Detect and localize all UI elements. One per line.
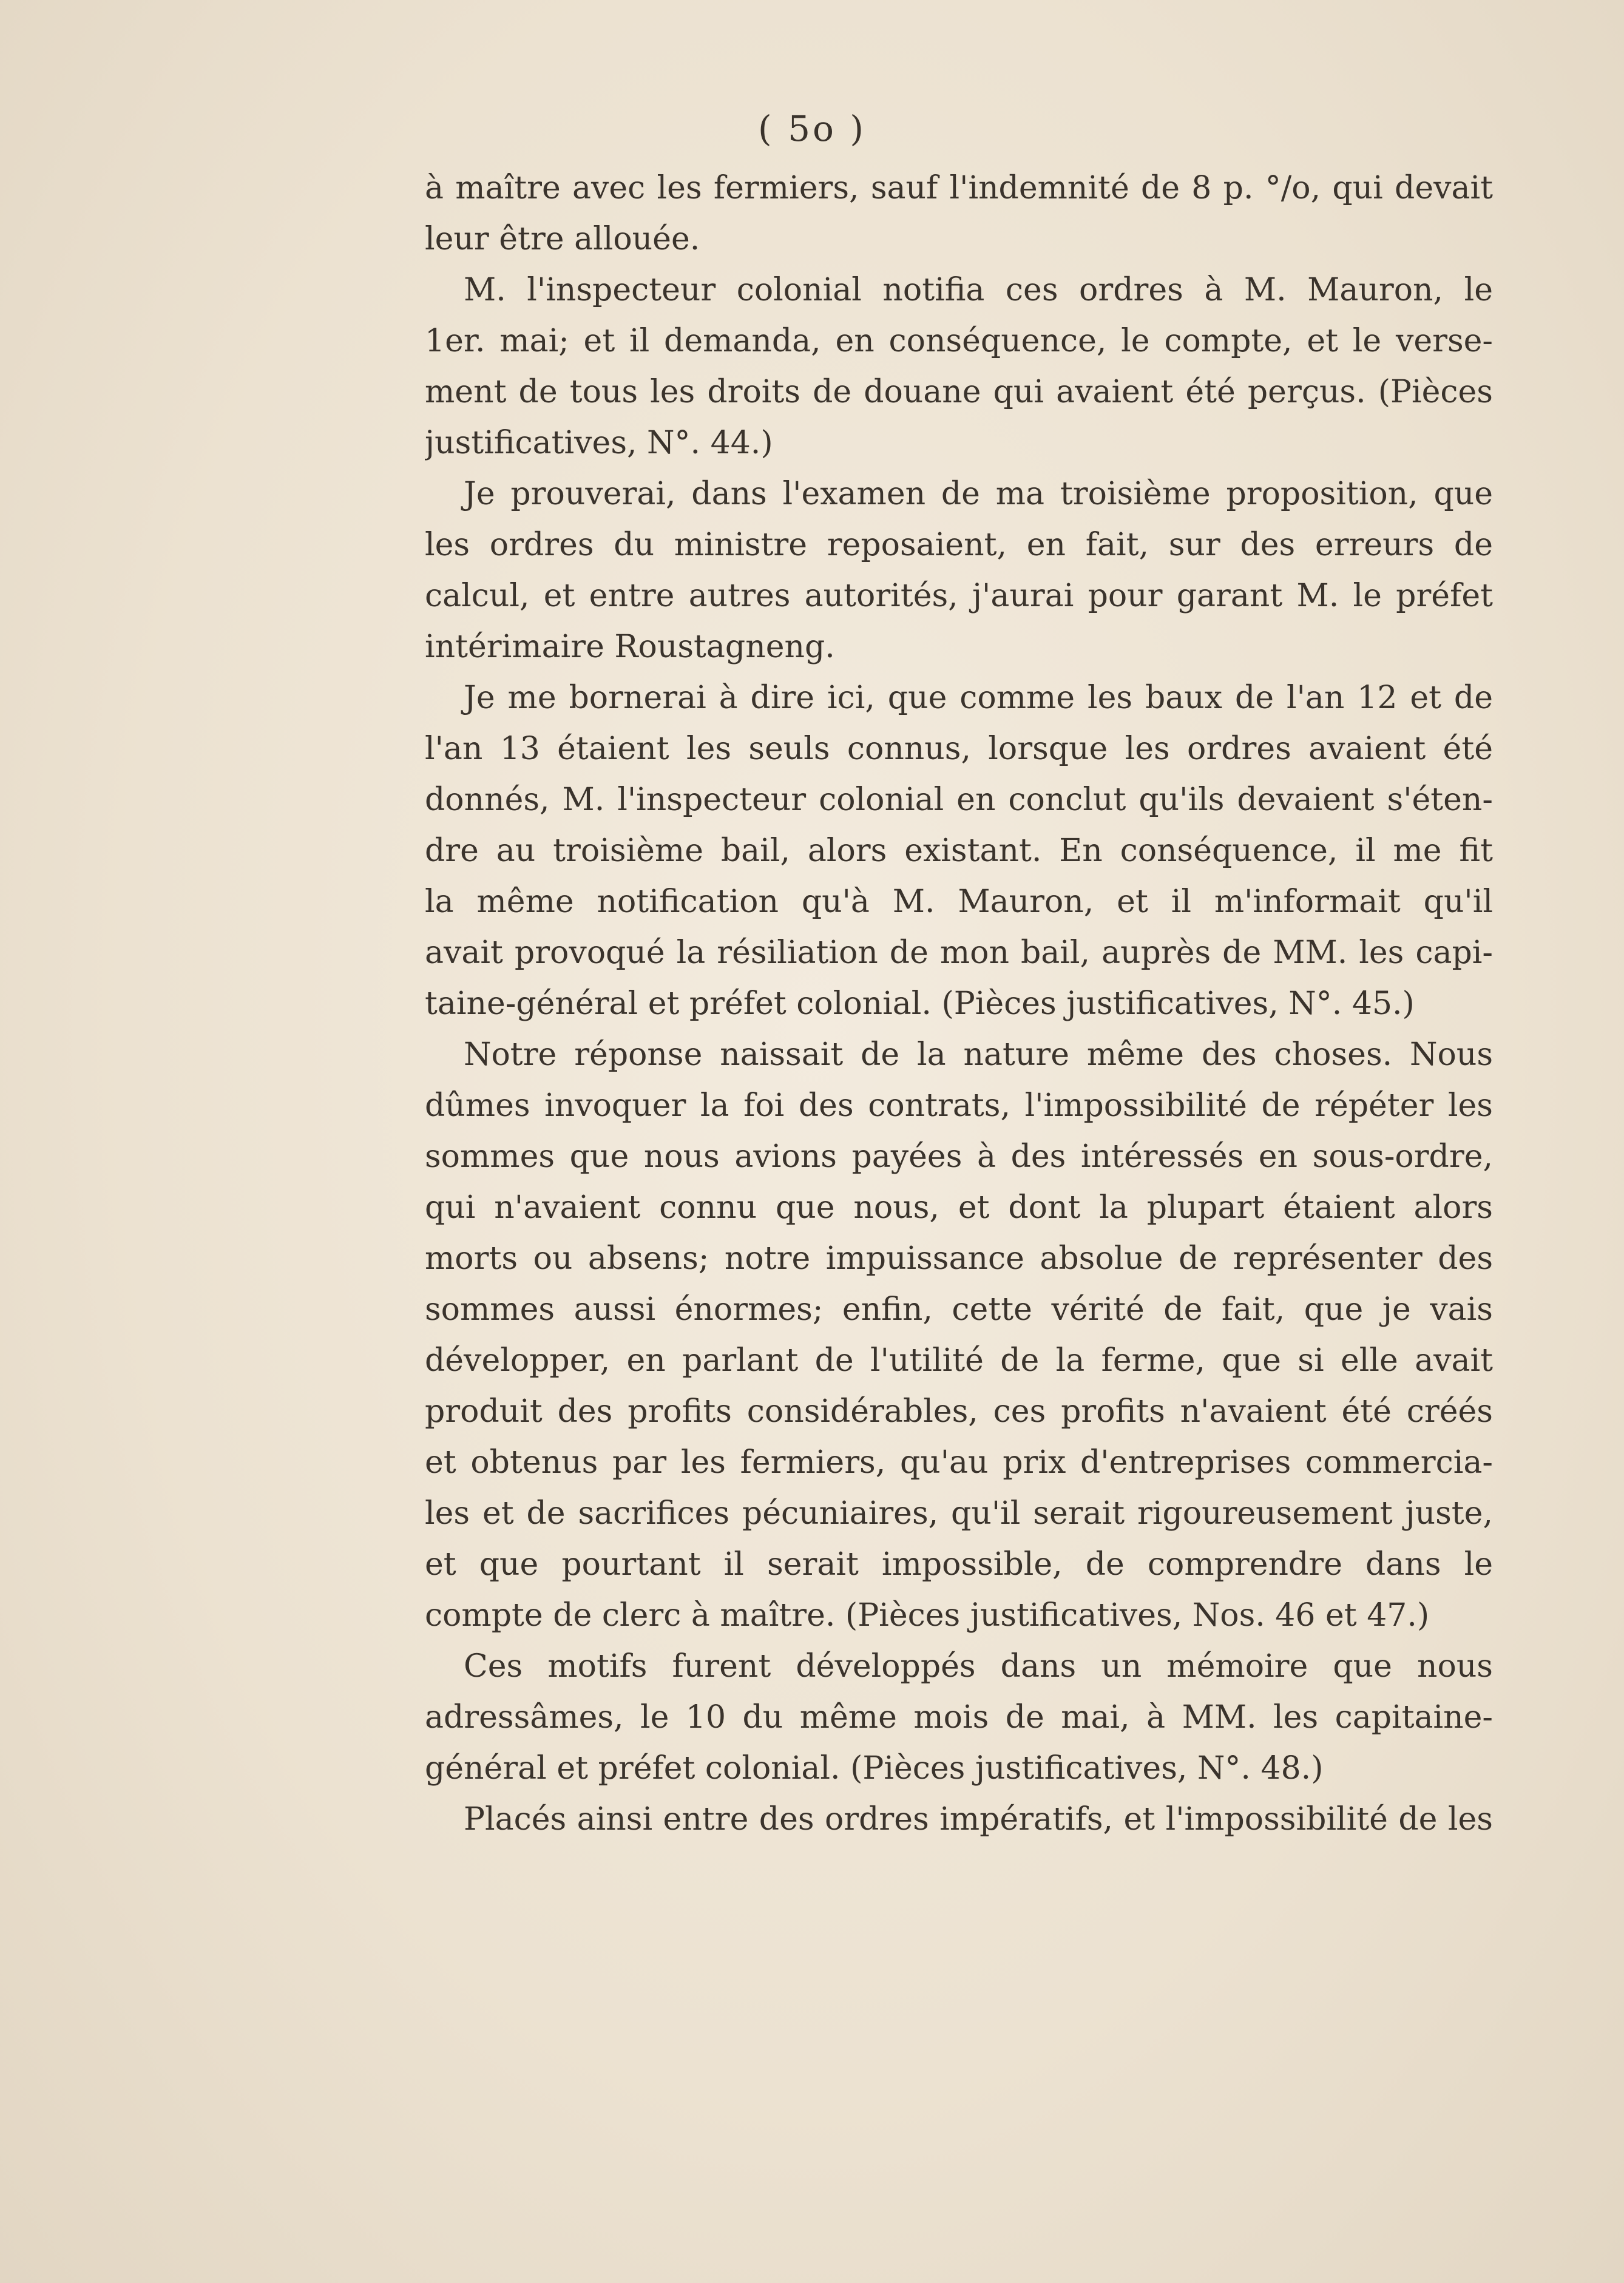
- text-line: leur être allouée.: [425, 221, 700, 257]
- text-line: Placés ainsi entre des ordres impératifs, et l'impossibilité de les: [464, 1801, 1493, 1838]
- text-line: avait provoqué la résiliation de mon bail, auprès de MM. les capi-: [425, 935, 1493, 971]
- text-line: morts ou absens; notre impuissance absolue de représenter des: [425, 1240, 1493, 1277]
- text-line: compte de clerc à maître. (Pièces justificatives, Nos. 46 et 47.): [425, 1597, 1430, 1634]
- page-number: ( 5o ): [758, 108, 866, 149]
- text-line: adressâmes, le 10 du même mois de mai, à MM. les capitaine-: [425, 1699, 1493, 1736]
- text-line: qui n'avaient connu que nous, et dont la plupart étaient alors: [425, 1189, 1493, 1226]
- text-line: et que pourtant il serait impossible, de comprendre dans le: [425, 1546, 1493, 1583]
- text-line: Je prouverai, dans l'examen de ma troisième proposition, que: [464, 476, 1493, 512]
- text-line: sommes aussi énormes; enfin, cette vérité de fait, que je vais: [425, 1291, 1493, 1328]
- text-line: les et de sacrifices pécuniaires, qu'il serait rigoureusement juste,: [425, 1495, 1493, 1532]
- text-line: taine-général et préfet colonial. (Pièces justificatives, N°. 45.): [425, 986, 1415, 1022]
- text-line: et obtenus par les fermiers, qu'au prix d'entreprises commercia-: [425, 1444, 1493, 1481]
- text-line: sommes que nous avions payées à des intéressés en sous-ordre,: [425, 1138, 1493, 1175]
- text-line: Ces motifs furent développés dans un mémoire que nous: [464, 1648, 1493, 1685]
- text-line: 1er. mai; et il demanda, en conséquence, le compte, et le verse-: [425, 323, 1493, 359]
- text-line: dûmes invoquer la foi des contrats, l'impossibilité de répéter les: [425, 1087, 1493, 1124]
- text-line: les ordres du ministre reposaient, en fait, sur des erreurs de: [425, 527, 1493, 563]
- text-line: Je me bornerai à dire ici, que comme les baux de l'an 12 et de: [464, 680, 1493, 716]
- text-line: la même notification qu'à M. Mauron, et il m'informait qu'il: [425, 884, 1493, 920]
- text-line: développer, en parlant de l'utilité de la ferme, que si elle avait: [425, 1342, 1493, 1379]
- text-line: intérimaire Roustagneng.: [425, 629, 835, 665]
- text-line: général et préfet colonial. (Pièces justificatives, N°. 48.): [425, 1750, 1324, 1787]
- text-line: donnés, M. l'inspecteur colonial en conclut qu'ils devaient s'éten-: [425, 782, 1493, 818]
- text-line: ment de tous les droits de douane qui avaient été perçus. (Pièces: [425, 374, 1493, 410]
- text-line: l'an 13 étaient les seuls connus, lorsque les ordres avaient été: [425, 731, 1493, 767]
- text-line: produit des profits considérables, ces profits n'avaient été créés: [425, 1393, 1493, 1430]
- text-line: calcul, et entre autres autorités, j'aurai pour garant M. le préfet: [425, 578, 1493, 614]
- text-line: justificatives, N°. 44.): [425, 425, 773, 461]
- text-line: dre au troisième bail, alors existant. En conséquence, il me fit: [425, 833, 1493, 869]
- text-line: à maître avec les fermiers, sauf l'indemnité de 8 p. °/o, qui devait: [425, 170, 1493, 206]
- text-line: Notre réponse naissait de la nature même des choses. Nous: [464, 1037, 1493, 1073]
- body-text: [425, 163, 1493, 1845]
- text-line: M. l'inspecteur colonial notifia ces ordres à M. Mauron, le: [464, 272, 1493, 308]
